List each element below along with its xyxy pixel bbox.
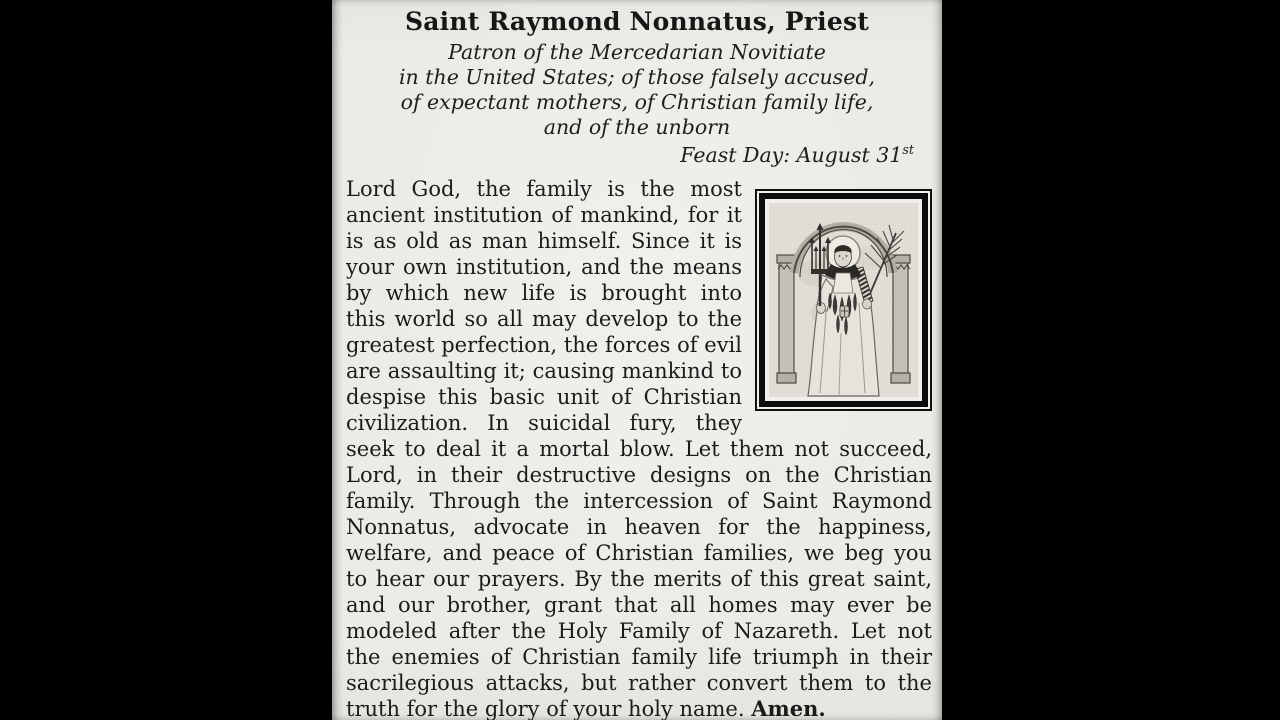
patronage-line: in the United States; of those falsely accused, <box>399 65 875 89</box>
saint-illustration-inner-border <box>759 193 928 407</box>
patronage-line: and of the unborn <box>543 115 731 139</box>
page-header <box>332 0 942 167</box>
prayer-body <box>332 176 942 720</box>
prayer-text: Lord God, the family is the most ancient institution of mankind, for it is as old as man himself. Since it is your own institution, and the means by which new life is brought into this world so all may develop to the greatest perfection, the forces of evil are assaulting it; causing mankind to despise this basic unit of Christian civilization. In suicidal fury, they seek to deal it a mortal blow. Let them not succeed, Lord, in their destructive designs on the Christian family. Through the intercession of Saint Raymond Nonnatus, advocate in heaven for the happiness, welfare, and peace of Christian families, we beg you to hear our prayers. By the merits of this great saint, and our brother, grant that all homes may ever be modeled after the Holy Family of Nazareth. Let not the enemies of Christian family life triumph in their sacrilegious attacks, but rather convert them to the truth for the glory of your holy name. <box>346 177 932 720</box>
page-title: Saint Raymond Nonnatus, Priest <box>404 7 870 36</box>
saint-illustration-frame <box>755 189 932 411</box>
patronage-lines <box>332 40 942 140</box>
feast-day-text: Feast Day: August 31 <box>680 143 903 167</box>
patronage-line: of expectant mothers, of Christian family life, <box>400 90 874 114</box>
prayer-card-page <box>332 0 942 720</box>
saint-raymond-engraving-icon <box>769 203 918 397</box>
amen-text: Amen. <box>751 696 826 720</box>
feast-day-line <box>332 143 942 167</box>
feast-day-ordinal-suffix: st <box>902 142 914 158</box>
patronage-line: Patron of the Mercedarian Novitiate <box>448 40 826 64</box>
